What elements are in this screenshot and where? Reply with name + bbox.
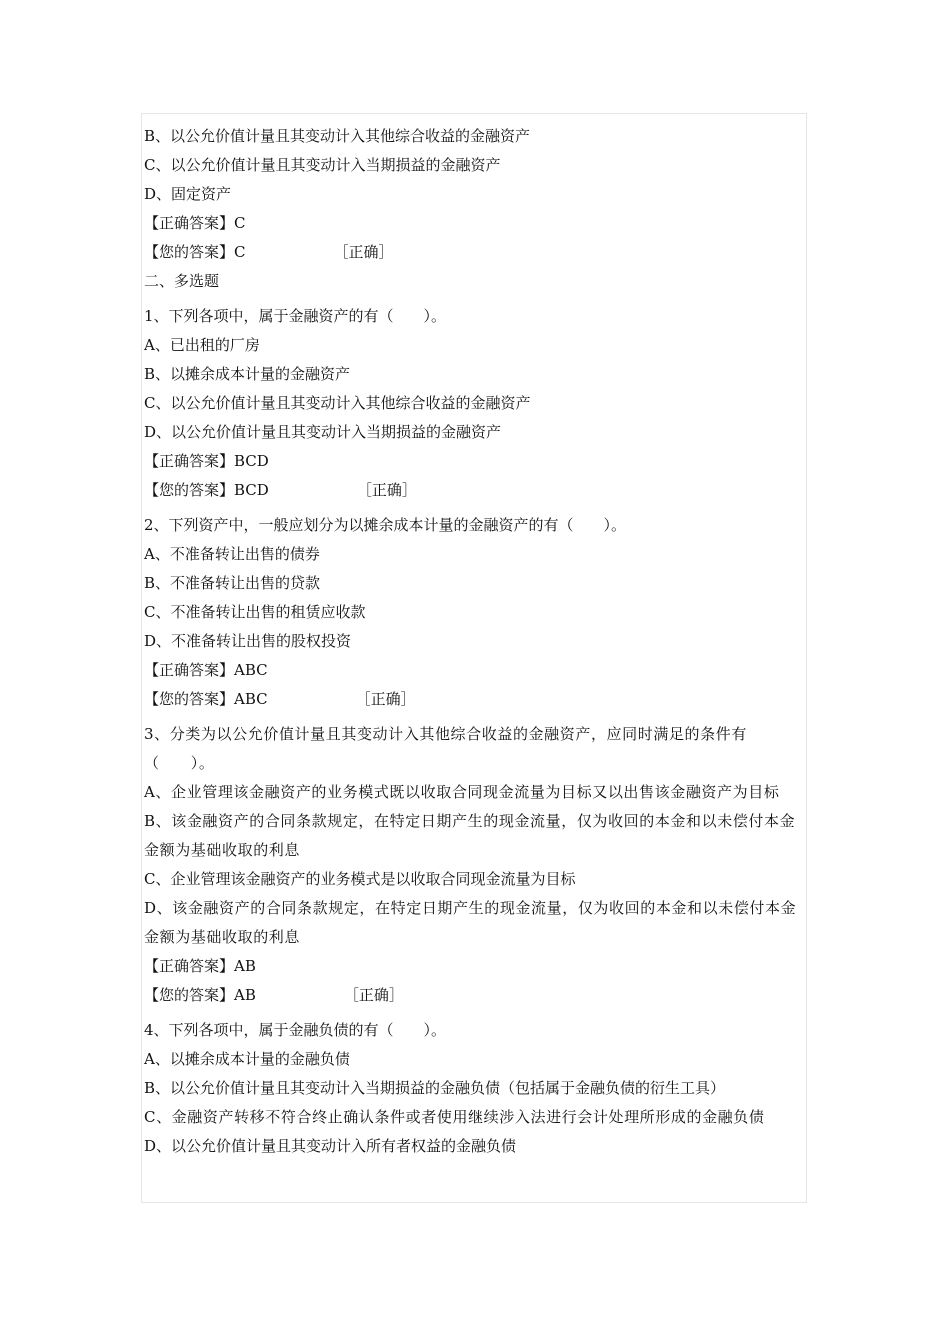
option-b: B、以公允价值计量且其变动计入当期损益的金融负债（包括属于金融负债的衍生工具） bbox=[144, 1079, 726, 1097]
your-answer bbox=[144, 685, 808, 714]
option-c: C、不准备转让出售的租赁应收款 bbox=[144, 603, 366, 621]
option-d: D、固定资产 bbox=[144, 185, 232, 203]
your-answer-value: 【您的答案】ABC bbox=[144, 690, 268, 708]
option-d: D、以公允价值计量且其变动计入当期损益的金融资产 bbox=[144, 423, 502, 441]
correct-answer: 【正确答案】C bbox=[144, 214, 246, 232]
correct-answer: 【正确答案】AB bbox=[144, 957, 256, 975]
your-answer bbox=[144, 476, 808, 505]
your-answer-value: 【您的答案】AB bbox=[144, 986, 256, 1004]
question-4: 4、下列各项中，属于金融负债的有（ ）。 bbox=[144, 1021, 447, 1039]
option-d: D、不准备转让出售的股权投资 bbox=[144, 632, 352, 650]
answer-status: ［正确］ bbox=[355, 690, 416, 708]
correct-answer: 【正确答案】ABC bbox=[144, 661, 268, 679]
your-answer-value: 【您的答案】BCD bbox=[144, 481, 269, 499]
option-b: B、该金融资产的合同条款规定，在特定日期产生的现金流量，仅为收回的本金和以未偿付本金金额为基础收取的利息 bbox=[144, 812, 796, 859]
your-answer-value: 【您的答案】C bbox=[144, 243, 246, 261]
answer-status: ［正确］ bbox=[356, 481, 417, 499]
option-c: C、企业管理该金融资产的业务模式是以收取合同现金流量为目标 bbox=[144, 870, 576, 888]
option-a: A、以摊余成本计量的金融负债 bbox=[144, 1050, 350, 1068]
option-d: D、该金融资产的合同条款规定，在特定日期产生的现金流量，仅为收回的本金和以未偿付本金金额为基础收取的利息 bbox=[144, 899, 797, 946]
option-c: C、以公允价值计量且其变动计入当期损益的金融资产 bbox=[144, 156, 501, 174]
question-2: 2、下列资产中，一般应划分为以摊余成本计量的金融资产的有（ ）。 bbox=[144, 516, 627, 534]
your-answer bbox=[144, 981, 808, 1010]
your-answer bbox=[144, 238, 808, 267]
option-b: B、以摊余成本计量的金融资产 bbox=[144, 365, 351, 383]
option-d: D、以公允价值计量且其变动计入所有者权益的金融负债 bbox=[144, 1137, 517, 1155]
option-b: B、以公允价值计量且其变动计入其他综合收益的金融资产 bbox=[144, 127, 531, 145]
section-heading: 二、多选题 bbox=[144, 272, 220, 290]
answer-status: ［正确］ bbox=[343, 986, 404, 1004]
option-a: A、不准备转让出售的债券 bbox=[144, 545, 320, 563]
option-c: C、金融资产转移不符合终止确认条件或者使用继续涉入法进行会计处理所形成的金融负债 bbox=[144, 1108, 765, 1126]
option-b: B、不准备转让出售的贷款 bbox=[144, 574, 321, 592]
question-1: 1、下列各项中，属于金融资产的有（ ）。 bbox=[144, 307, 447, 325]
document-body bbox=[144, 122, 808, 1161]
option-a: A、企业管理该金融资产的业务模式既以收取合同现金流量为目标又以出售该金融资产为目标 bbox=[144, 783, 780, 801]
correct-answer: 【正确答案】BCD bbox=[144, 452, 269, 470]
question-3: 3、分类为以公允价值计量且其变动计入其他综合收益的金融资产，应同时满足的条件有（ ）。 bbox=[144, 725, 747, 772]
option-a: A、已出租的厂房 bbox=[144, 336, 260, 354]
option-c: C、以公允价值计量且其变动计入其他综合收益的金融资产 bbox=[144, 394, 531, 412]
answer-status: ［正确］ bbox=[333, 243, 394, 261]
